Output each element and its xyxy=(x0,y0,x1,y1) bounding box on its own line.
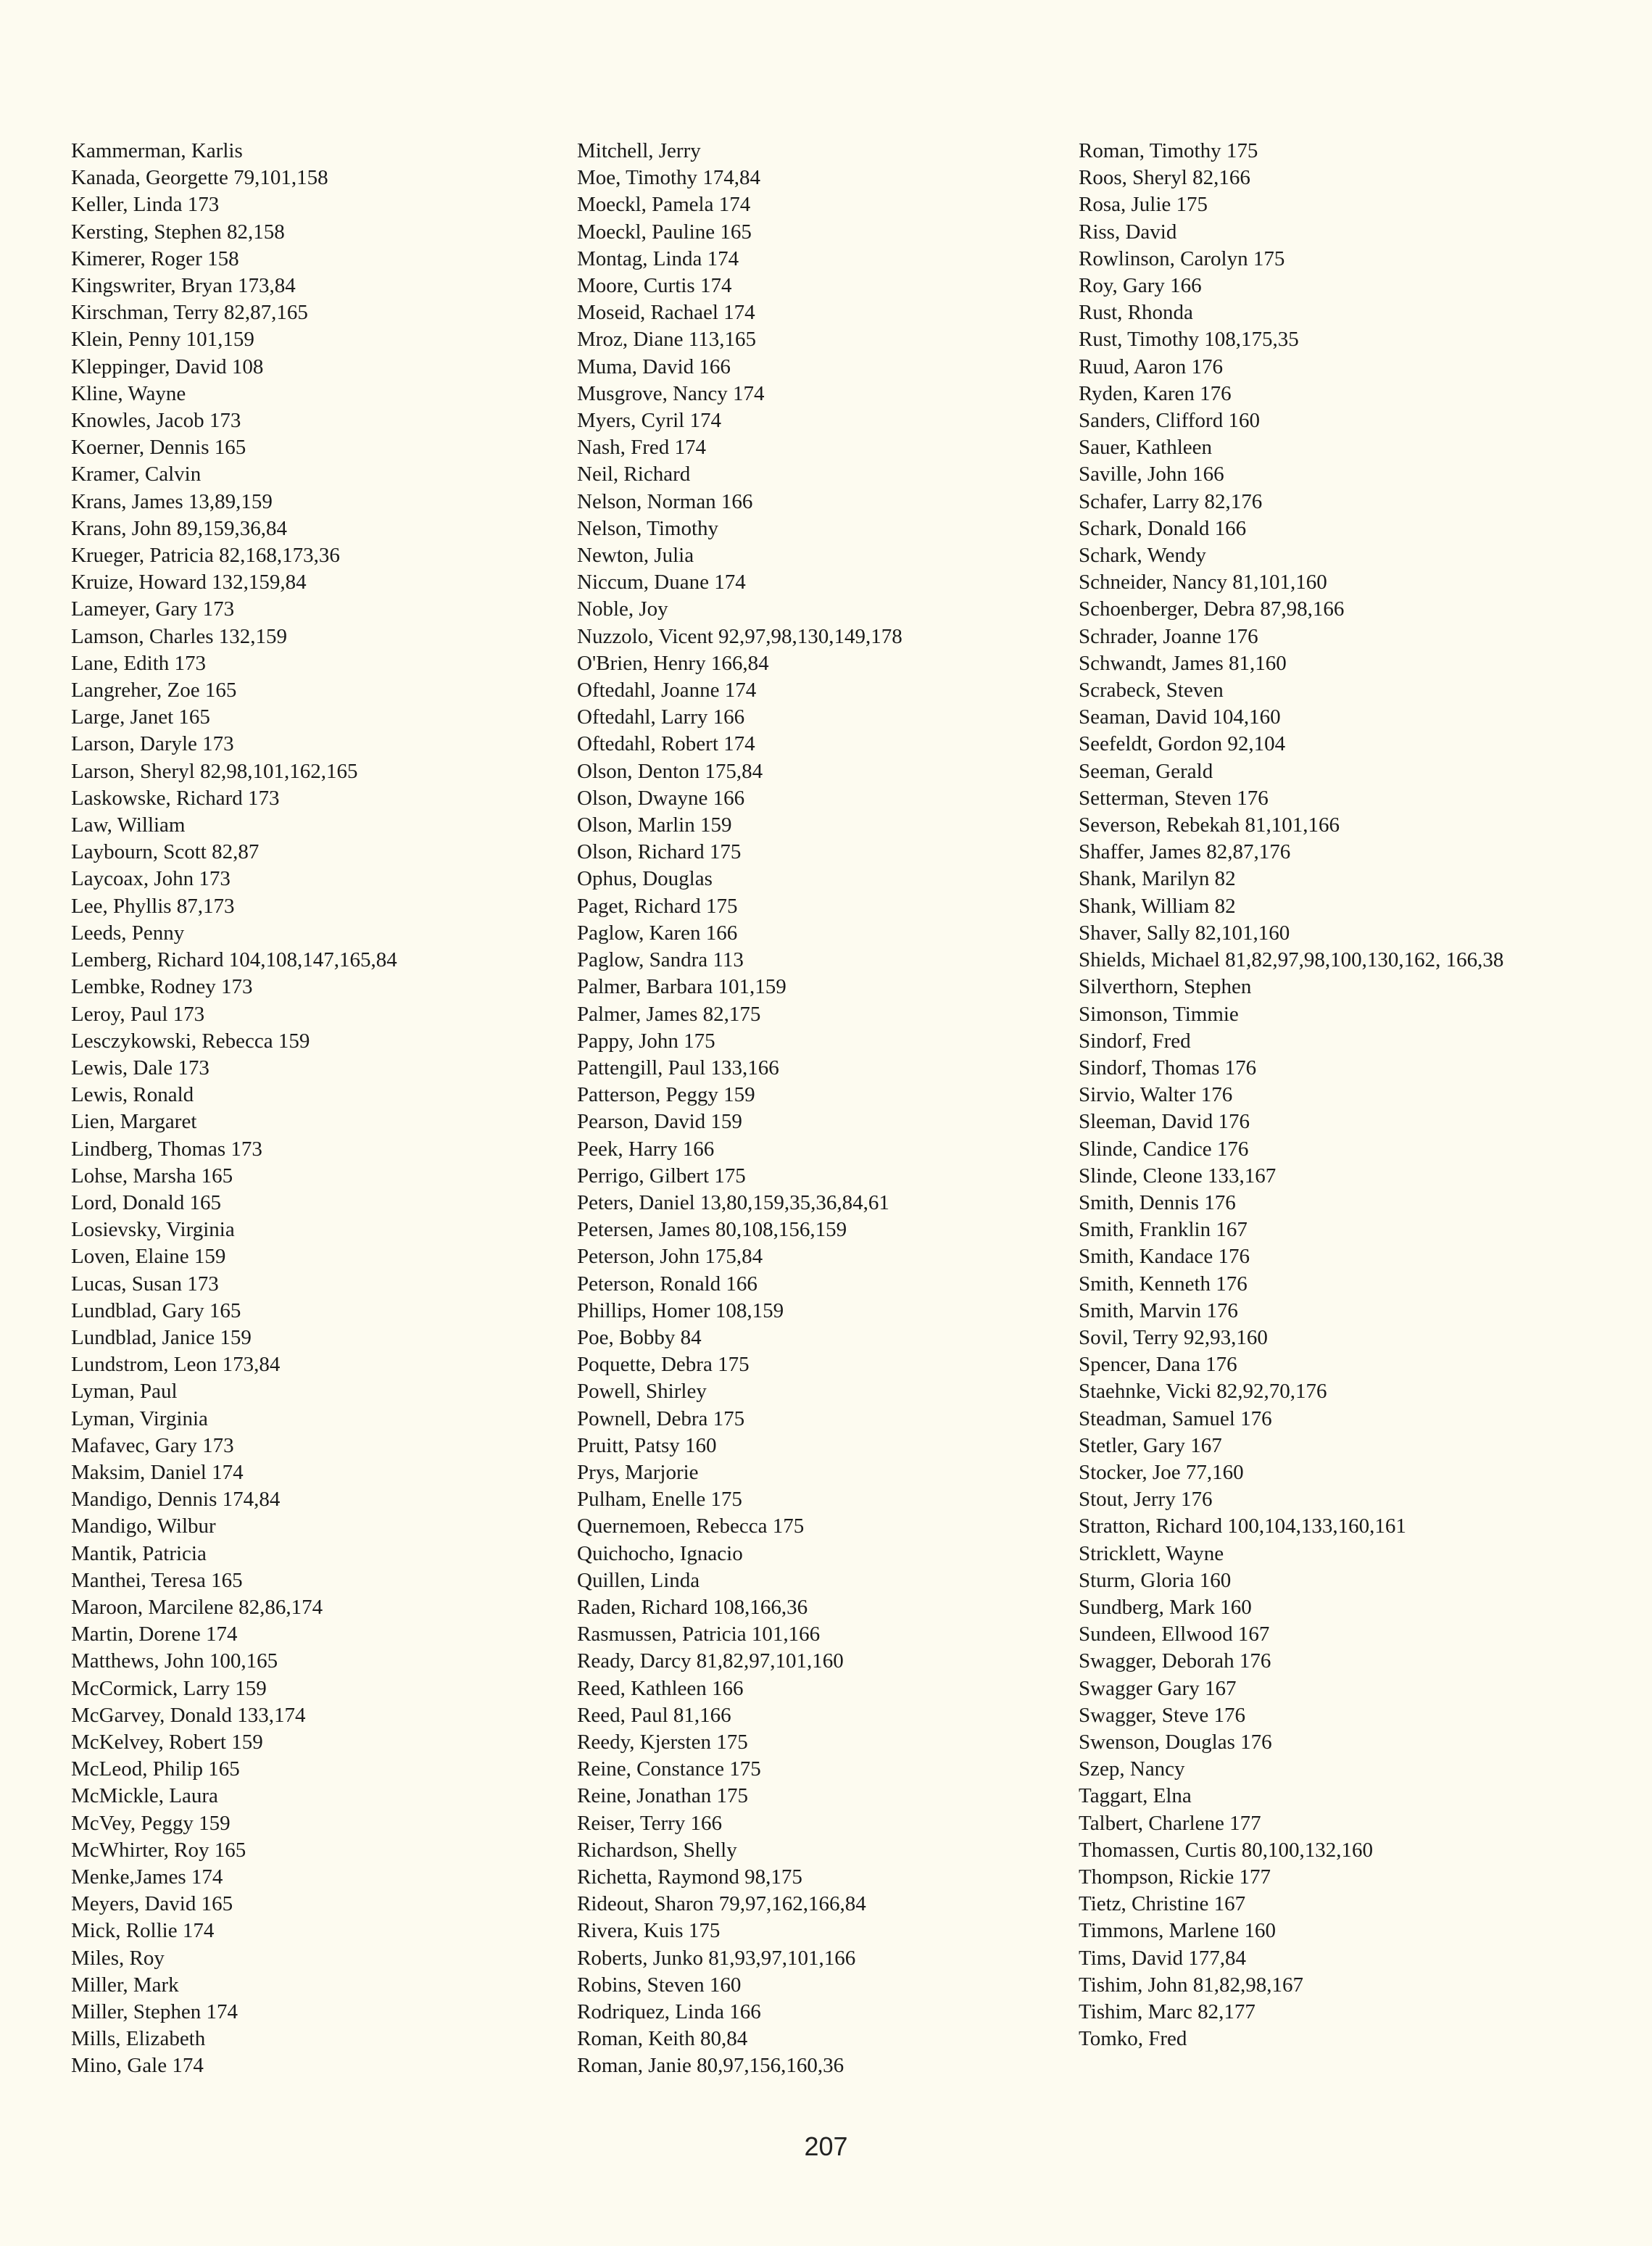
index-entry: Lyman, Virginia xyxy=(71,1406,208,1430)
index-entry: Perrigo, Gilbert 175 xyxy=(577,1164,746,1188)
index-entry: Law, William xyxy=(71,813,186,837)
index-entry: Tomko, Fred xyxy=(1079,2027,1187,2051)
index-entry: Larson, Sheryl 82,98,101,162,165 xyxy=(71,759,358,783)
index-entry: Roberts, Junko 81,93,97,101,166 xyxy=(577,1946,856,1970)
index-entry: Thompson, Rickie 177 xyxy=(1079,1865,1271,1889)
index-entry: Roos, Sheryl 82,166 xyxy=(1079,166,1250,190)
index-entry: McLeod, Philip 165 xyxy=(71,1757,240,1781)
index-entry: Paglow, Sandra 113 xyxy=(577,948,744,972)
index-entry: Schrader, Joanne 176 xyxy=(1079,624,1258,648)
index-entry: Reed, Kathleen 166 xyxy=(577,1676,744,1700)
index-entry: Ryden, Karen 176 xyxy=(1079,381,1232,405)
index-entry: Sirvio, Walter 176 xyxy=(1079,1083,1233,1107)
index-entry: Menke,James 174 xyxy=(71,1865,223,1889)
index-entry: Oftedahl, Larry 166 xyxy=(577,705,745,729)
index-entry: Swagger, Deborah 176 xyxy=(1079,1649,1271,1673)
index-entry: Muma, David 166 xyxy=(577,355,731,378)
index-entry: Slinde, Candice 176 xyxy=(1079,1137,1249,1161)
index-entry: Reine, Jonathan 175 xyxy=(577,1784,748,1808)
index-entry: Stricklett, Wayne xyxy=(1079,1541,1224,1565)
index-entry: Reine, Constance 175 xyxy=(577,1757,761,1781)
index-entry: Pulham, Enelle 175 xyxy=(577,1488,742,1512)
index-entry: Paglow, Karen 166 xyxy=(577,921,738,945)
index-entry: McCormick, Larry 159 xyxy=(71,1676,267,1700)
index-entry: Kirschman, Terry 82,87,165 xyxy=(71,301,308,325)
index-entry: McKelvey, Robert 159 xyxy=(71,1730,263,1754)
index-entry: Large, Janet 165 xyxy=(71,705,210,729)
index-entry: Ruud, Aaron 176 xyxy=(1079,355,1223,378)
index-entry: Pruitt, Patsy 160 xyxy=(577,1433,717,1457)
index-entry: Shields, Michael 81,82,97,98,100,130,162, 166,38 xyxy=(1079,948,1504,972)
index-entry: Steadman, Samuel 176 xyxy=(1079,1406,1272,1430)
index-entry: Swagger Gary 167 xyxy=(1079,1676,1237,1700)
index-entry: Kline, Wayne xyxy=(71,381,186,405)
index-entry: Lembke, Rodney 173 xyxy=(71,975,253,999)
index-entry: Szep, Nancy xyxy=(1079,1757,1185,1781)
index-entry: Smith, Kenneth 176 xyxy=(1079,1272,1248,1296)
index-entry: Phillips, Homer 108,159 xyxy=(577,1298,784,1322)
index-entry: Ophus, Douglas xyxy=(577,867,713,891)
index-entry: Laybourn, Scott 82,87 xyxy=(71,840,260,864)
index-entry: Reed, Paul 81,166 xyxy=(577,1703,731,1727)
index-entry: Pappy, John 175 xyxy=(577,1029,715,1053)
index-entry: McMickle, Laura xyxy=(71,1784,218,1808)
index-entry: Seaman, David 104,160 xyxy=(1079,705,1281,729)
index-entry: Peterson, John 175,84 xyxy=(577,1245,763,1269)
index-entry: Montag, Linda 174 xyxy=(577,246,739,270)
index-entry: Paget, Richard 175 xyxy=(577,894,738,918)
index-entry: Lord, Donald 165 xyxy=(71,1190,221,1214)
index-entry: Oftedahl, Robert 174 xyxy=(577,732,755,756)
index-entry: Saville, John 166 xyxy=(1079,463,1224,486)
page-number: 207 xyxy=(804,2131,848,2161)
index-entry: McGarvey, Donald 133,174 xyxy=(71,1703,306,1727)
index-entry: Quernemoen, Rebecca 175 xyxy=(577,1514,805,1538)
index-entry: Stout, Jerry 176 xyxy=(1079,1488,1213,1512)
index-entry: Richetta, Raymond 98,175 xyxy=(577,1865,802,1889)
index-entry: Knowles, Jacob 173 xyxy=(71,409,241,433)
index-entry: Roman, Janie 80,97,156,160,36 xyxy=(577,2054,844,2078)
index-entry: Smith, Dennis 176 xyxy=(1079,1190,1236,1214)
index-entry: Miller, Mark xyxy=(71,1973,179,1997)
index-entry: Krans, John 89,159,36,84 xyxy=(71,516,288,540)
index-entry: Stetler, Gary 167 xyxy=(1079,1433,1222,1457)
index-entry: Mroz, Diane 113,165 xyxy=(577,328,756,352)
index-entry: Roy, Gary 166 xyxy=(1079,274,1202,298)
index-entry: Rivera, Kuis 175 xyxy=(577,1919,721,1943)
index-entry: Petersen, James 80,108,156,159 xyxy=(577,1218,847,1242)
index-entry: Myers, Cyril 174 xyxy=(577,409,721,433)
index-entry: Setterman, Steven 176 xyxy=(1079,786,1269,810)
index-entry: Nelson, Norman 166 xyxy=(577,489,753,513)
index-entry: Lewis, Ronald xyxy=(71,1083,194,1107)
index-entry: Lane, Edith 173 xyxy=(71,651,207,675)
index-entry: Severson, Rebekah 81,101,166 xyxy=(1079,813,1340,837)
index-entry: Laskowske, Richard 173 xyxy=(71,786,280,810)
index-entry: Musgrove, Nancy 174 xyxy=(577,381,765,405)
index-entry: Niccum, Duane 174 xyxy=(577,571,746,594)
index-entry: Rideout, Sharon 79,97,162,166,84 xyxy=(577,1892,866,1916)
index-entry: Schafer, Larry 82,176 xyxy=(1079,489,1263,513)
index-entry: Peters, Daniel 13,80,159,35,36,84,61 xyxy=(577,1190,889,1214)
index-entry: Roman, Timothy 175 xyxy=(1079,139,1258,162)
index-entry: Kingswriter, Bryan 173,84 xyxy=(71,274,296,298)
index-entry: Sleeman, David 176 xyxy=(1079,1110,1250,1134)
index-entry: Rowlinson, Carolyn 175 xyxy=(1079,246,1285,270)
index-entry: Sindorf, Thomas 176 xyxy=(1079,1056,1257,1080)
index-entry: Sovil, Terry 92,93,160 xyxy=(1079,1325,1268,1349)
index-entry: Krans, James 13,89,159 xyxy=(71,489,273,513)
index-entry: O'Brien, Henry 166,84 xyxy=(577,651,769,675)
index-entry: Sauer, Kathleen xyxy=(1079,436,1213,460)
index-entry: Lien, Margaret xyxy=(71,1110,197,1134)
index-entry: Spencer, Dana 176 xyxy=(1079,1353,1237,1377)
index-entry: Langreher, Zoe 165 xyxy=(71,679,237,703)
index-entry: Lucas, Susan 173 xyxy=(71,1272,219,1296)
index-entry: Schark, Wendy xyxy=(1079,544,1206,568)
index-entry: Tims, David 177,84 xyxy=(1079,1946,1246,1970)
index-entry: Patterson, Peggy 159 xyxy=(577,1083,755,1107)
index-entry: Schark, Donald 166 xyxy=(1079,516,1247,540)
index-entry: Oftedahl, Joanne 174 xyxy=(577,679,757,703)
index-entry: Lindberg, Thomas 173 xyxy=(71,1137,262,1161)
index-entry: Smith, Kandace 176 xyxy=(1079,1245,1250,1269)
index-column-3 xyxy=(1079,138,1630,2052)
index-entry: Olson, Denton 175,84 xyxy=(577,759,763,783)
index-entry: Miller, Stephen 174 xyxy=(71,2000,238,2024)
index-entry: Shank, William 82 xyxy=(1079,894,1236,918)
index-entry: Tishim, Marc 82,177 xyxy=(1079,2000,1255,2024)
index-entry: Talbert, Charlene 177 xyxy=(1079,1811,1261,1835)
index-entry: Rust, Rhonda xyxy=(1079,301,1193,325)
index-entry: Pattengill, Paul 133,166 xyxy=(577,1056,779,1080)
index-entry: Nuzzolo, Vicent 92,97,98,130,149,178 xyxy=(577,624,902,648)
index-entry: Mafavec, Gary 173 xyxy=(71,1433,234,1457)
index-entry: Mills, Elizabeth xyxy=(71,2027,206,2051)
index-entry: Reedy, Kjersten 175 xyxy=(577,1730,748,1754)
index-entry: Pearson, David 159 xyxy=(577,1110,742,1134)
index-entry: Mino, Gale 174 xyxy=(71,2054,204,2078)
index-entry: Powell, Shirley xyxy=(577,1380,707,1404)
index-entry: Schneider, Nancy 81,101,160 xyxy=(1079,571,1327,594)
index-entry: Sundberg, Mark 160 xyxy=(1079,1595,1252,1619)
index-entry: Taggart, Elna xyxy=(1079,1784,1192,1808)
index-entry: Moeckl, Pamela 174 xyxy=(577,193,751,217)
index-entry: Meyers, David 165 xyxy=(71,1892,233,1916)
index-entry: Neil, Richard xyxy=(577,463,691,486)
index-entry: Schwandt, James 81,160 xyxy=(1079,651,1287,675)
index-entry: Kramer, Calvin xyxy=(71,463,202,486)
index-entry: Smith, Franklin 167 xyxy=(1079,1218,1248,1242)
index-entry: Peterson, Ronald 166 xyxy=(577,1272,757,1296)
index-entry: Sundeen, Ellwood 167 xyxy=(1079,1623,1270,1646)
index-entry: Moeckl, Pauline 165 xyxy=(577,220,752,244)
index-entry: Rodriquez, Linda 166 xyxy=(577,2000,761,2024)
index-entry: Leroy, Paul 173 xyxy=(71,1002,205,1026)
index-entry: Stratton, Richard 100,104,133,160,161 xyxy=(1079,1514,1406,1538)
index-entry: Simonson, Timmie xyxy=(1079,1002,1239,1026)
index-entry: Poe, Bobby 84 xyxy=(577,1325,702,1349)
index-entry: Maksim, Daniel 174 xyxy=(71,1460,244,1484)
index-entry: Moseid, Rachael 174 xyxy=(577,301,755,325)
index-entry: Robins, Steven 160 xyxy=(577,1973,742,1997)
index-entry: Scrabeck, Steven xyxy=(1079,679,1224,703)
index-entry: Kammerman, Karlis xyxy=(71,139,243,162)
index-entry: Larson, Daryle 173 xyxy=(71,732,234,756)
index-entry: McWhirter, Roy 165 xyxy=(71,1838,246,1862)
index-entry: Palmer, Barbara 101,159 xyxy=(577,975,786,999)
index-entry: Rosa, Julie 175 xyxy=(1079,193,1208,217)
index-entry: Martin, Dorene 174 xyxy=(71,1623,238,1646)
index-entry: Peek, Harry 166 xyxy=(577,1137,715,1161)
index-entry: Mandigo, Dennis 174,84 xyxy=(71,1488,281,1512)
index-entry: Lee, Phyllis 87,173 xyxy=(71,894,235,918)
index-entry: Thomassen, Curtis 80,100,132,160 xyxy=(1079,1838,1373,1862)
index-entry: Pownell, Debra 175 xyxy=(577,1406,745,1430)
index-entry: Seeman, Gerald xyxy=(1079,759,1213,783)
index-entry: Miles, Roy xyxy=(71,1946,165,1970)
index-entry: Quillen, Linda xyxy=(577,1568,700,1592)
index-entry: Mitchell, Jerry xyxy=(577,139,701,162)
index-entry: Nash, Fred 174 xyxy=(577,436,707,460)
index-entry: Shank, Marilyn 82 xyxy=(1079,867,1236,891)
index-entry: Kimerer, Roger 158 xyxy=(71,246,239,270)
index-entry: Smith, Marvin 176 xyxy=(1079,1298,1238,1322)
index-entry: Noble, Joy xyxy=(577,597,668,621)
index-entry: Sanders, Clifford 160 xyxy=(1079,409,1260,433)
index-entry: Lesczykowski, Rebecca 159 xyxy=(71,1029,310,1053)
index-entry: Rust, Timothy 108,175,35 xyxy=(1079,328,1299,352)
index-entry: Nelson, Timothy xyxy=(577,516,718,540)
index-entry: Matthews, John 100,165 xyxy=(71,1649,278,1673)
index-entry: Swenson, Douglas 176 xyxy=(1079,1730,1272,1754)
index-entry: Timmons, Marlene 160 xyxy=(1079,1919,1277,1943)
index-column-1 xyxy=(71,138,571,2080)
index-entry: Poquette, Debra 175 xyxy=(577,1353,750,1377)
index-entry: Tietz, Christine 167 xyxy=(1079,1892,1246,1916)
index-entry: Lemberg, Richard 104,108,147,165,84 xyxy=(71,948,397,972)
index-entry: Stocker, Joe 77,160 xyxy=(1079,1460,1244,1484)
index-entry: Losievsky, Virginia xyxy=(71,1218,235,1242)
index-entry: Slinde, Cleone 133,167 xyxy=(1079,1164,1277,1188)
index-entry: Lundstrom, Leon 173,84 xyxy=(71,1353,281,1377)
index-entry: Mick, Rollie 174 xyxy=(71,1919,215,1943)
index-entry: Sturm, Gloria 160 xyxy=(1079,1568,1232,1592)
index-entry: Olson, Dwayne 166 xyxy=(577,786,745,810)
index-entry: Olson, Marlin 159 xyxy=(577,813,732,837)
index-entry: Klein, Penny 101,159 xyxy=(71,328,254,352)
index-entry: Manthei, Teresa 165 xyxy=(71,1568,243,1592)
index-entry: Laycoax, John 173 xyxy=(71,867,231,891)
index-entry: Lohse, Marsha 165 xyxy=(71,1164,233,1188)
index-entry: Lundblad, Janice 159 xyxy=(71,1325,252,1349)
index-entry: Rasmussen, Patricia 101,166 xyxy=(577,1623,821,1646)
index-entry: Silverthorn, Stephen xyxy=(1079,975,1252,999)
index-entry: Swagger, Steve 176 xyxy=(1079,1703,1245,1727)
index-entry: Mantik, Patricia xyxy=(71,1541,207,1565)
index-entry: Ready, Darcy 81,82,97,101,160 xyxy=(577,1649,844,1673)
index-entry: Lundblad, Gary 165 xyxy=(71,1298,241,1322)
index-entry: Palmer, James 82,175 xyxy=(577,1002,761,1026)
index-entry: Maroon, Marcilene 82,86,174 xyxy=(71,1595,323,1619)
index-entry: Olson, Richard 175 xyxy=(577,840,742,864)
index-entry: Kruize, Howard 132,159,84 xyxy=(71,571,307,594)
index-entry: Lamson, Charles 132,159 xyxy=(71,624,288,648)
index-entry: Staehnke, Vicki 82,92,70,176 xyxy=(1079,1380,1327,1404)
index-entry: Lameyer, Gary 173 xyxy=(71,597,235,621)
index-entry: Quichocho, Ignacio xyxy=(577,1541,743,1565)
index-entry: Reiser, Terry 166 xyxy=(577,1811,723,1835)
index-entry: Sindorf, Fred xyxy=(1079,1029,1191,1053)
index-entry: Richardson, Shelly xyxy=(577,1838,737,1862)
index-entry: Kanada, Georgette 79,101,158 xyxy=(71,166,328,190)
index-entry: Riss, David xyxy=(1079,220,1177,244)
index-entry: Koerner, Dennis 165 xyxy=(71,436,246,460)
index-entry: Tishim, John 81,82,98,167 xyxy=(1079,1973,1303,1997)
index-entry: Shaver, Sally 82,101,160 xyxy=(1079,921,1290,945)
index-entry: Moe, Timothy 174,84 xyxy=(577,166,760,190)
index-entry: Lyman, Paul xyxy=(71,1380,178,1404)
index-entry: Keller, Linda 173 xyxy=(71,193,220,217)
index-entry: Kersting, Stephen 82,158 xyxy=(71,220,285,244)
index-entry: Leeds, Penny xyxy=(71,921,185,945)
index-entry: Mandigo, Wilbur xyxy=(71,1514,216,1538)
index-entry: Schoenberger, Debra 87,98,166 xyxy=(1079,597,1345,621)
index-entry: McVey, Peggy 159 xyxy=(71,1811,231,1835)
index-entry: Roman, Keith 80,84 xyxy=(577,2027,748,2051)
index-entry: Moore, Curtis 174 xyxy=(577,274,732,298)
index-entry: Shaffer, James 82,87,176 xyxy=(1079,840,1291,864)
index-entry: Lewis, Dale 173 xyxy=(71,1056,209,1080)
index-entry: Kleppinger, David 108 xyxy=(71,355,264,378)
index-entry: Krueger, Patricia 82,168,173,36 xyxy=(71,544,340,568)
index-entry: Prys, Marjorie xyxy=(577,1460,699,1484)
index-entry: Loven, Elaine 159 xyxy=(71,1245,226,1269)
index-entry: Newton, Julia xyxy=(577,544,694,568)
index-column-2 xyxy=(577,138,1077,2080)
index-entry: Seefeldt, Gordon 92,104 xyxy=(1079,732,1286,756)
index-entry: Raden, Richard 108,166,36 xyxy=(577,1595,808,1619)
